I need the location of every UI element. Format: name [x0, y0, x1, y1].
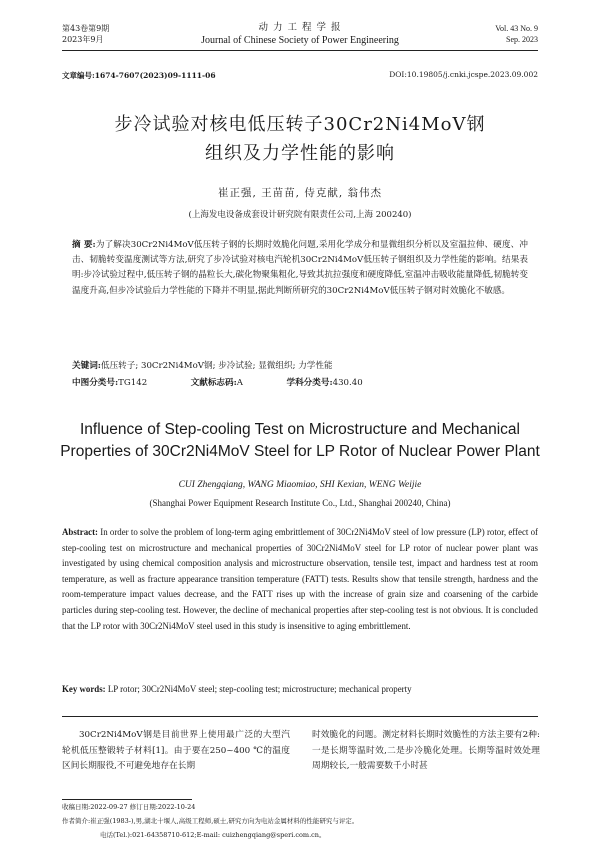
title-cn-line1: 步冷试验对核电低压转子30Cr2Ni4MoV钢: [114, 114, 486, 135]
abstract-en: [62, 525, 538, 634]
classification: [72, 376, 528, 391]
keywords-cn: [72, 359, 528, 374]
authors-cn: 崔正强, 王苗苗, 侍克献, 翁伟杰: [217, 187, 383, 199]
subject-value: 430.40: [332, 378, 363, 388]
authors-en: CUI Zhengqiang, WANG Miaomiao, SHI Kexian, WENG Weijie: [178, 480, 422, 490]
title-cn-line2: 组织及力学性能的影响: [205, 143, 395, 164]
abstract-cn-text: 为了解决30Cr2Ni4MoV低压转子钢的长期时效脆化问题,采用化学成分和显微组织分析以及室温拉伸、硬度、冲击、韧脆转变温度测试等方法,研究了步冷试验对核电汽轮机30Cr2Ni4MoV低压转子钢组织及力学性能的影响。结果表明:步冷试验过程中,低压转子钢的晶粒长大,碳化物聚集粗化,导致其抗拉强度和硬度降低,室温冲击吸收能量降低,韧脆转变温度升高,但步冷试验后力学性能的下降并不明显,据此判断所研究的30Cr2Ni4MoV低压转子钢对时效脆化不敏感。: [72, 240, 528, 296]
doc-code-label: 文献标志码:: [190, 378, 237, 388]
journal-title-cn: 动 力 工 程 学 报: [258, 22, 342, 33]
section-rule: [62, 716, 538, 717]
abstract-en-label: Abstract:: [62, 527, 98, 537]
abstract-cn: [72, 238, 528, 299]
footnote-author: 作者简介:崔正强(1983-),男,湖北十堰人,高级工程师,硕士,研究方向为电站金属材料的性能研究与评定。: [62, 817, 359, 825]
header-volume-cn: 第43卷第9期: [62, 24, 110, 33]
keywords-cn-label: 关键词:: [72, 361, 101, 371]
subject-label: 学科分类号:: [286, 378, 333, 388]
footnote-received: 收稿日期:2022-09-27 修订日期:2022-10-24: [62, 803, 196, 811]
body-column-right: 时效脆化的问题。测定材料长期时效脆性的方法主要有2种:一是长期等温时效,二是步冷脆化处理。长期等温时效处理周期较长,一般需要数千小时甚: [312, 730, 540, 771]
body-column-left: 30Cr2Ni4MoV钢是目前世界上使用最广泛的大型汽轮机低压整锻转子材料[1]。由于要在250~400 ℃的温度区间长期服役,不可避免地存在长期: [62, 730, 290, 771]
title-en-line2: Properties of 30Cr2Ni4MoV Steel for LP Rotor of Nuclear Power Plant: [60, 443, 540, 460]
keywords-en: [62, 682, 538, 698]
header-date-cn: 2023年9月: [62, 35, 104, 44]
affiliation-cn: (上海发电设备成套设计研究院有限责任公司,上海 200240): [188, 210, 412, 220]
footnote-rule: [62, 799, 192, 800]
doi: DOI:10.19805/j.cnki.jcspe.2023.09.002: [389, 70, 538, 79]
journal-title-en: Journal of Chinese Society of Power Engineering: [201, 35, 399, 46]
article-number: 文章编号:1674-7607(2023)09-1111-06: [62, 71, 216, 80]
abstract-cn-label: 摘 要:: [72, 240, 96, 250]
header-rule: [62, 50, 538, 51]
abstract-en-text: In order to solve the problem of long-term aging embrittlement of 30Cr2Ni4MoV steel of low pressure (LP) rotor, effect of step-cooling test on microstructure and mechanical properties of 30Cr2Ni4MoV steel for LP rotor of nuclear power plant was investigated by using chemical composition analysis and microstructure observation, tensile test, impact and hardness test at room temperature, as well as fracture appearance transition temperature (FATT) tests. Results show that tensile strength, hardness and the room-temperature impact values decrease, and the FATT rises up with the increase of grain size and coarsening of the carbide particles during step-cooling test. However, the decline of mechanical properties after step-cooling test is not obvious. It is concluded that the LP rotor with 30Cr2Ni4MoV steel used in this study is insensitive to aging embrittlement.: [62, 527, 539, 631]
keywords-cn-text: 低压转子; 30Cr2Ni4MoV钢; 步冷试验; 显微组织; 力学性能: [100, 361, 333, 371]
header-date-en: Sep. 2023: [506, 35, 538, 44]
keywords-en-label: Key words:: [62, 684, 106, 694]
doc-code-value: A: [236, 378, 243, 388]
clc-value: TG142: [118, 378, 148, 388]
footnote-email: 电话(Tel.):021-64358710-612;E-mail: cuizhengqiang@speri.com.cn。: [100, 831, 326, 839]
affiliation-en: (Shanghai Power Equipment Research Institute Co., Ltd., Shanghai 200240, China): [149, 498, 451, 508]
header-volume-en: Vol. 43 No. 9: [495, 24, 538, 33]
keywords-en-text: LP rotor; 30Cr2Ni4MoV steel; step-cooling test; microstructure; mechanical property: [107, 684, 412, 694]
clc-label: 中图分类号:: [72, 378, 119, 388]
title-en-line1: Influence of Step-cooling Test on Microstructure and Mechanical: [80, 421, 520, 438]
